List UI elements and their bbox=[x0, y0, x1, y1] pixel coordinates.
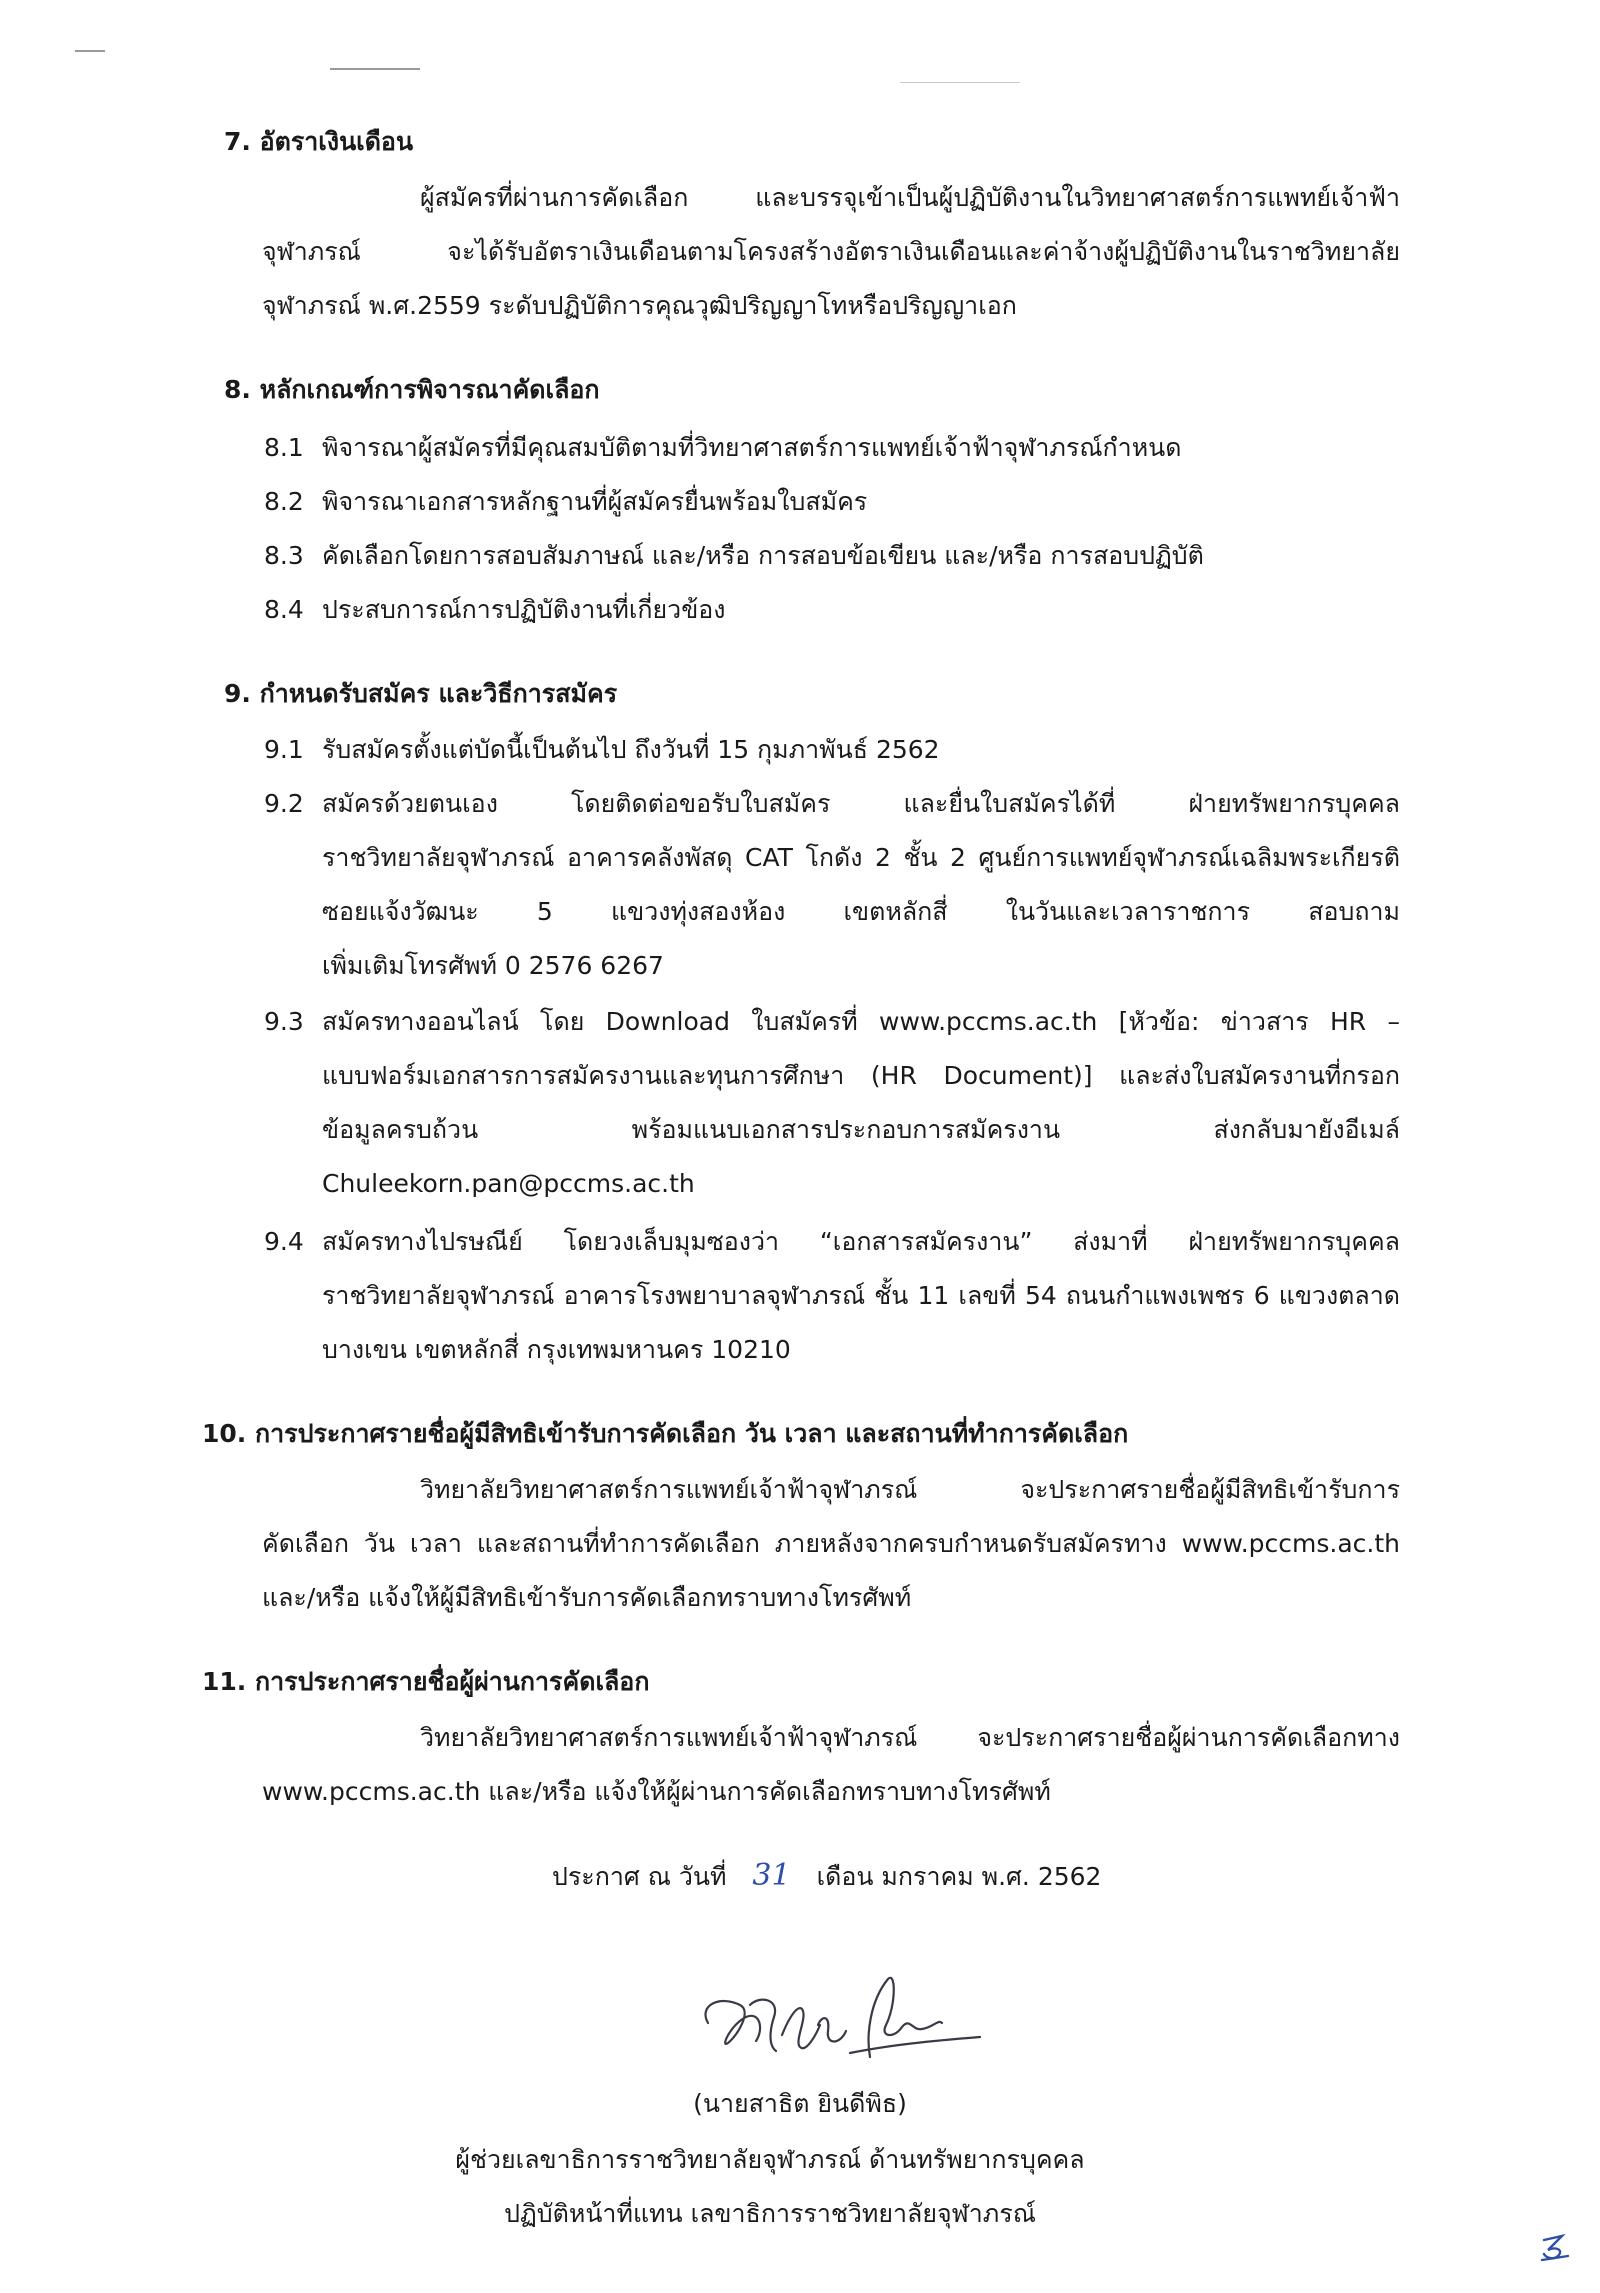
item-text: ประสบการณ์การปฏิบัติงานที่เกี่ยวข้อง bbox=[322, 595, 726, 624]
announcement-suffix: เดือน มกราคม พ.ศ. 2562 bbox=[816, 1862, 1102, 1891]
announcement-prefix: ประกาศ ณ วันที่ bbox=[552, 1862, 727, 1891]
handwritten-day: 31 bbox=[752, 1858, 791, 1893]
section-7-line: จุฬาภรณ์ พ.ศ.2559 ระดับปฏิบัติการคุณวุฒิปริญญาโทหรือปริญญาเอก bbox=[262, 291, 1017, 320]
initial-mark-icon bbox=[1538, 2230, 1572, 2264]
item-text: เพิ่มเติมโทรศัพท์ 0 2576 6267 bbox=[322, 951, 664, 980]
section-8-heading: 8. หลักเกณฑ์การพิจารณาคัดเลือก bbox=[224, 375, 600, 404]
scan-speck bbox=[75, 50, 105, 52]
item-text: ซอยแจ้งวัฒนะ 5 แขวงทุ่งสองห้อง เขตหลักสี่ ในวันและเวลาราชการ สอบถาม bbox=[322, 897, 1400, 926]
item-number: 9.3 bbox=[264, 1007, 304, 1036]
section-7-line: ผู้สมัครที่ผ่านการคัดเลือก และบรรจุเข้าเป็นผู้ปฏิบัติงานในวิทยาศาสตร์การแพทย์เจ้าฟ้า bbox=[420, 183, 1400, 212]
section-10-line: และ/หรือ แจ้งให้ผู้มีสิทธิเข้ารับการคัดเลือกทราบทางโทรศัพท์ bbox=[262, 1583, 912, 1612]
item-text: พิจารณาเอกสารหลักฐานที่ผู้สมัครยื่นพร้อมใบสมัคร bbox=[322, 487, 868, 516]
item-number: 8.3 bbox=[264, 541, 304, 570]
item-text: ข้อมูลครบถ้วน พร้อมแนบเอกสารประกอบการสมัครงาน ส่งกลับมายังอีเมล์ bbox=[322, 1115, 1400, 1144]
item-text: คัดเลือกโดยการสอบสัมภาษณ์ และ/หรือ การสอบข้อเขียน และ/หรือ การสอบปฏิบัติ bbox=[322, 541, 1204, 570]
section-11-line: www.pccms.ac.th และ/หรือ แจ้งให้ผู้ผ่านการคัดเลือกทราบทางโทรศัพท์ bbox=[262, 1777, 1051, 1806]
signer-position: ผู้ช่วยเลขาธิการราชวิทยาลัยจุฬาภรณ์ ด้านทรัพยากรบุคคล bbox=[455, 2145, 1085, 2174]
item-text: สมัครด้วยตนเอง โดยติดต่อขอรับใบสมัคร และยื่นใบสมัครได้ที่ ฝ่ายทรัพยากรบุคคล bbox=[322, 789, 1400, 818]
item-text: รับสมัครตั้งแต่บัดนี้เป็นต้นไป ถึงวันที่ 15 กุมภาพันธ์ 2562 bbox=[322, 735, 940, 764]
email-text: Chuleekorn.pan@pccms.ac.th bbox=[322, 1169, 695, 1198]
item-text: ราชวิทยาลัยจุฬาภรณ์ อาคารโรงพยาบาลจุฬาภรณ์ ชั้น 11 เลขที่ 54 ถนนกำแพงเพชร 6 แขวงตลาด bbox=[322, 1281, 1400, 1310]
item-text: บางเขน เขตหลักสี่ กรุงเทพมหานคร 10210 bbox=[322, 1335, 791, 1364]
section-7-heading: 7. อัตราเงินเดือน bbox=[224, 127, 414, 156]
item-text: พิจารณาผู้สมัครที่มีคุณสมบัติตามที่วิทยาศาสตร์การแพทย์เจ้าฟ้าจุฬาภรณ์กำหนด bbox=[322, 433, 1182, 462]
scan-speck bbox=[900, 82, 1020, 83]
item-number: 9.2 bbox=[264, 789, 304, 818]
item-number: 8.2 bbox=[264, 487, 304, 516]
item-number: 9.1 bbox=[264, 735, 304, 764]
item-number: 8.1 bbox=[264, 433, 304, 462]
section-9-heading: 9. กำหนดรับสมัคร และวิธีการสมัคร bbox=[224, 679, 618, 708]
section-7-line: จุฬาภรณ์ จะได้รับอัตราเงินเดือนตามโครงสร้างอัตราเงินเดือนและค่าจ้างผู้ปฏิบัติงานในราชวิทยาลัย bbox=[262, 237, 1400, 266]
item-text: ราชวิทยาลัยจุฬาภรณ์ อาคารคลังพัสดุ CAT โกดัง 2 ชั้น 2 ศูนย์การแพทย์จุฬาภรณ์เฉลิมพระเกียรติ bbox=[322, 843, 1400, 872]
item-number: 9.4 bbox=[264, 1227, 304, 1256]
announcement-date bbox=[552, 1858, 1101, 1895]
signer-name: (นายสาธิต ยินดีพิธ) bbox=[693, 2089, 907, 2118]
signature-icon bbox=[690, 1965, 990, 2085]
scan-speck bbox=[330, 68, 420, 70]
section-10-line: คัดเลือก วัน เวลา และสถานที่ทำการคัดเลือก ภายหลังจากครบกำหนดรับสมัครทาง www.pccms.ac.th bbox=[262, 1529, 1400, 1558]
section-10-line: วิทยาลัยวิทยาศาสตร์การแพทย์เจ้าฟ้าจุฬาภรณ์ จะประกาศรายชื่อผู้มีสิทธิเข้ารับการ bbox=[420, 1475, 1400, 1504]
item-text: สมัครทางออนไลน์ โดย Download ใบสมัครที่ www.pccms.ac.th [หัวข้อ: ข่าวสาร HR – bbox=[322, 1007, 1400, 1036]
item-text: สมัครทางไปรษณีย์ โดยวงเล็บมุมซองว่า “เอกสารสมัครงาน” ส่งมาที่ ฝ่ายทรัพยากรบุคคล bbox=[322, 1227, 1400, 1256]
signer-position: ปฏิบัติหน้าที่แทน เลขาธิการราชวิทยาลัยจุฬาภรณ์ bbox=[504, 2199, 1036, 2228]
section-11-line: วิทยาลัยวิทยาศาสตร์การแพทย์เจ้าฟ้าจุฬาภรณ์ จะประกาศรายชื่อผู้ผ่านการคัดเลือกทาง bbox=[420, 1723, 1400, 1752]
item-text: แบบฟอร์มเอกสารการสมัครงานและทุนการศึกษา (HR Document)] และส่งใบสมัครงานที่กรอก bbox=[322, 1061, 1400, 1090]
item-number: 8.4 bbox=[264, 595, 304, 624]
section-11-heading: 11. การประกาศรายชื่อผู้ผ่านการคัดเลือก bbox=[202, 1667, 650, 1696]
section-10-heading: 10. การประกาศรายชื่อผู้มีสิทธิเข้ารับการคัดเลือก วัน เวลา และสถานที่ทำการคัดเลือก bbox=[202, 1419, 1129, 1448]
